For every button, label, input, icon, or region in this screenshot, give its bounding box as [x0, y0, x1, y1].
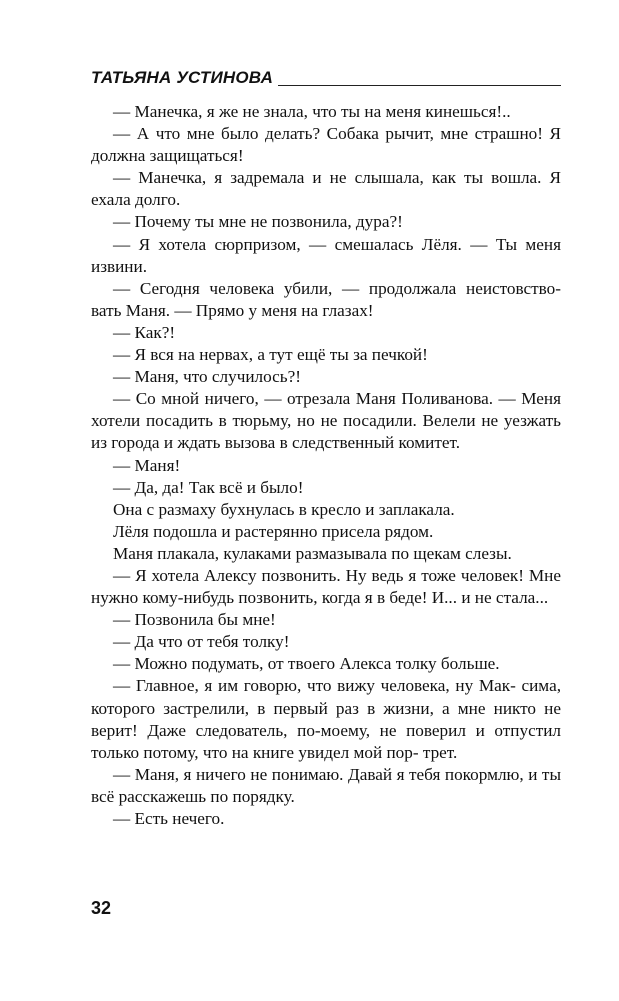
header-rule	[278, 85, 561, 86]
paragraph: — Да, да! Так всё и было!	[113, 477, 304, 497]
paragraph: — Сегодня человека убили, — продолжала неистовство- вать Маня. — Прямо у меня на глазах!	[91, 278, 561, 320]
paragraph: — Можно подумать, от твоего Алекса толку больше.	[113, 654, 500, 674]
paragraph: — Я вся на нервах, а тут ещё ты за печкой!	[113, 345, 428, 365]
paragraph: Маня плакала, кулаками размазывала по щекам слезы.	[113, 543, 512, 563]
paragraph: — Манечка, я же не знала, что ты на меня кинешься!..	[113, 102, 511, 121]
paragraph: — Как?!	[113, 322, 176, 342]
paragraph: — Главное, я им говорю, что вижу человека, ну Мак- сима, которого застрелили, в первый раз в жизни, а мне никто не верит! Даже следователь, по-моему, не поверил и отпустил только потому, что на книге увидел мой пор- трет.	[91, 676, 561, 762]
page-number: 32	[91, 898, 112, 918]
body-text	[91, 101, 561, 830]
paragraph: — Маня!	[113, 455, 181, 475]
paragraph: — Манечка, я задремала и не слышала, как ты вошла. Я ехала долго.	[91, 168, 561, 210]
paragraph: Она с размаху бухнулась в кресло и заплакала.	[113, 499, 455, 519]
paragraph: — Маня, я ничего не понимаю. Давай я тебя покормлю, и ты всё расскажешь по порядку.	[91, 764, 561, 806]
paragraph: — Есть нечего.	[113, 809, 225, 828]
paragraph: Лёля подошла и растерянно присела рядом.	[113, 521, 434, 541]
paragraph: — Позвонила бы мне!	[113, 610, 276, 630]
paragraph: — Маня, что случилось?!	[113, 367, 301, 387]
paragraph: — Со мной ничего, — отрезала Маня Поливанова. — Меня хотели посадить в тюрьму, но не посадили. Велели не уезжать из города и ждать вызова в следственный комитет.	[91, 389, 561, 453]
paragraph: — Я хотела сюрпризом, — смешалась Лёля. — Ты меня извини.	[91, 234, 561, 276]
paragraph: — Да что от тебя толку!	[113, 632, 290, 652]
running-header	[91, 68, 561, 92]
header-author: ТАТЬЯНА УСТИНОВА	[91, 68, 274, 87]
paragraph: — Почему ты мне не позвонила, дура?!	[113, 212, 403, 232]
paragraph: — Я хотела Алексу позвонить. Ну ведь я тоже человек! Мне нужно кому-нибудь позвонить, когда я в беде! И... и не стала...	[91, 565, 561, 608]
paragraph: — А что мне было делать? Собака рычит, мне страшно! Я должна защищаться!	[91, 124, 561, 166]
